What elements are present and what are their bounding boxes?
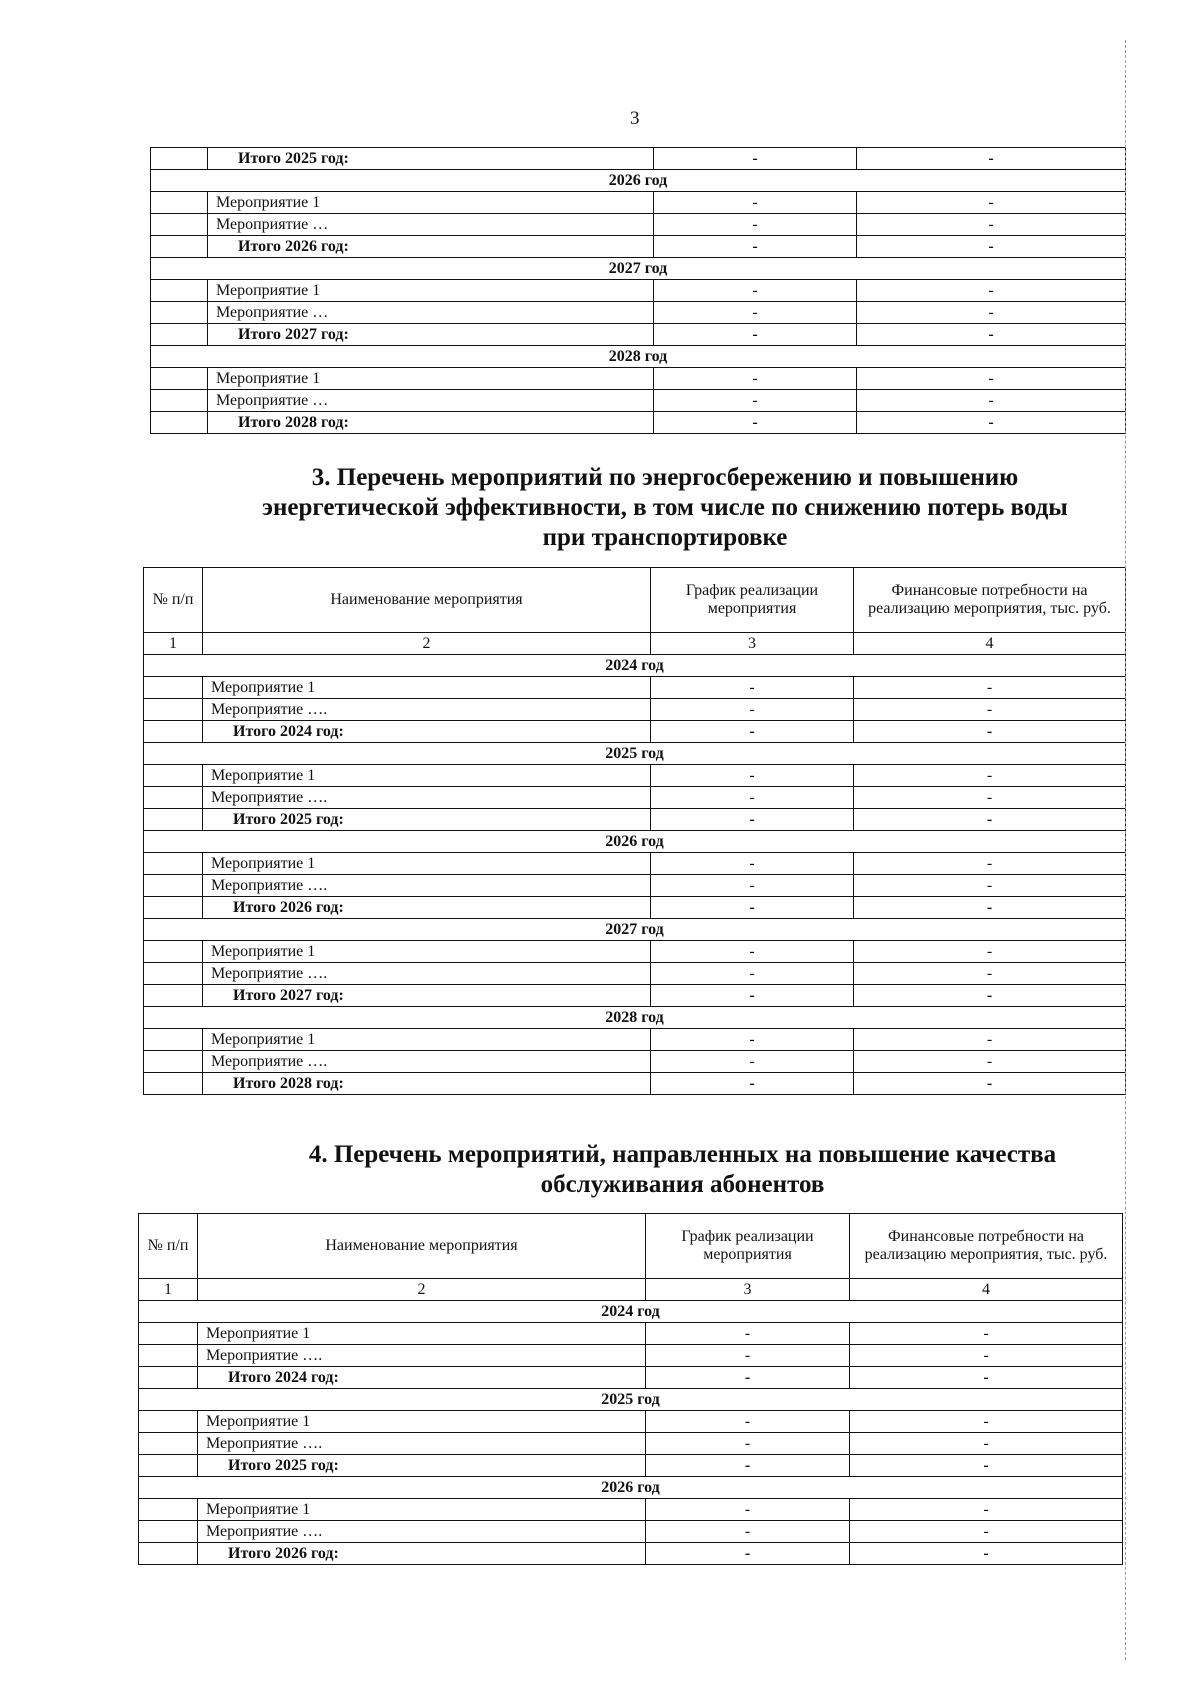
- activity-name: Мероприятие …: [208, 214, 654, 236]
- table-row: [151, 368, 1126, 390]
- finance-cell: -: [854, 677, 1126, 699]
- schedule-cell: -: [654, 214, 857, 236]
- table-row: [151, 280, 1126, 302]
- total-row: [139, 1455, 1123, 1477]
- total-row: [144, 809, 1126, 831]
- page-number: 3: [630, 108, 640, 129]
- activity-name: Итого 2025 год:: [198, 1455, 646, 1477]
- table-row: [139, 1411, 1123, 1433]
- col-header-finance: Финансовые потребности на реализацию мероприятия, тыс. руб.: [850, 1214, 1123, 1279]
- finance-cell: -: [857, 390, 1126, 412]
- finance-cell: -: [854, 765, 1126, 787]
- schedule-cell: -: [651, 985, 854, 1007]
- activity-name: Мероприятие 1: [198, 1499, 646, 1521]
- num-cell: [151, 236, 208, 258]
- num-cell: [139, 1521, 198, 1543]
- schedule-cell: -: [651, 787, 854, 809]
- year-row: [151, 346, 1126, 368]
- year-label: 2027 год: [151, 258, 1126, 280]
- num-cell: [151, 280, 208, 302]
- finance-cell: -: [857, 368, 1126, 390]
- activity-name: Итого 2024 год:: [198, 1367, 646, 1389]
- year-row: [144, 655, 1126, 677]
- activity-name: Мероприятие ….: [198, 1433, 646, 1455]
- total-row: [151, 412, 1126, 434]
- total-row: [144, 721, 1126, 743]
- finance-cell: -: [850, 1499, 1123, 1521]
- schedule-cell: -: [654, 280, 857, 302]
- num-cell: [151, 148, 208, 170]
- total-row: [144, 1073, 1126, 1095]
- finance-cell: -: [850, 1521, 1123, 1543]
- schedule-cell: -: [651, 897, 854, 919]
- schedule-cell: -: [654, 412, 857, 434]
- table-continuation: [150, 147, 1126, 434]
- total-row: [151, 324, 1126, 346]
- year-row: [144, 919, 1126, 941]
- activity-name: Мероприятие ….: [198, 1521, 646, 1543]
- finance-cell: -: [850, 1455, 1123, 1477]
- activity-name: Мероприятие 1: [198, 1411, 646, 1433]
- finance-cell: -: [854, 721, 1126, 743]
- num-cell: [139, 1433, 198, 1455]
- activity-name: Мероприятие 1: [198, 1323, 646, 1345]
- finance-cell: -: [854, 897, 1126, 919]
- schedule-cell: -: [651, 875, 854, 897]
- year-row: [144, 831, 1126, 853]
- finance-cell: -: [857, 280, 1126, 302]
- finance-cell: -: [857, 412, 1126, 434]
- activity-name: Мероприятие …: [208, 390, 654, 412]
- table-header-row: [144, 568, 1126, 633]
- table-row: [144, 699, 1126, 721]
- column-number-row: 1 2 3 4: [144, 633, 1126, 655]
- num-cell: [139, 1323, 198, 1345]
- num-cell: [144, 1073, 203, 1095]
- total-row: [151, 236, 1126, 258]
- col-header-schedule: График реализации мероприятия: [646, 1214, 850, 1279]
- num-cell: [139, 1411, 198, 1433]
- activity-name: Итого 2028 год:: [203, 1073, 651, 1095]
- activity-name: Мероприятие ….: [203, 963, 651, 985]
- table-row: [144, 963, 1126, 985]
- activity-name: Итого 2026 год:: [203, 897, 651, 919]
- activity-name: Мероприятие …: [208, 302, 654, 324]
- table-row: [144, 765, 1126, 787]
- num-cell: [144, 1029, 203, 1051]
- year-row: [151, 170, 1126, 192]
- activity-name: Мероприятие 1: [203, 853, 651, 875]
- finance-cell: -: [854, 787, 1126, 809]
- year-label: 2024 год: [144, 655, 1126, 677]
- finance-cell: -: [854, 853, 1126, 875]
- total-row: [139, 1543, 1123, 1565]
- schedule-cell: -: [651, 853, 854, 875]
- schedule-cell: -: [646, 1345, 850, 1367]
- table-row: [151, 390, 1126, 412]
- col-header-finance: Финансовые потребности на реализацию мероприятия, тыс. руб.: [854, 568, 1126, 633]
- year-row: [139, 1301, 1123, 1323]
- schedule-cell: -: [651, 1051, 854, 1073]
- finance-cell: -: [857, 302, 1126, 324]
- activity-name: Мероприятие 1: [208, 280, 654, 302]
- total-row: [144, 897, 1126, 919]
- num-cell: [139, 1499, 198, 1521]
- year-row: [139, 1389, 1123, 1411]
- activity-name: Мероприятие ….: [203, 787, 651, 809]
- year-row: [139, 1477, 1123, 1499]
- schedule-cell: -: [654, 236, 857, 258]
- num-cell: [144, 875, 203, 897]
- table-row: [144, 677, 1126, 699]
- year-label: 2025 год: [144, 743, 1126, 765]
- num-cell: [139, 1367, 198, 1389]
- schedule-cell: -: [654, 302, 857, 324]
- schedule-cell: -: [651, 941, 854, 963]
- finance-cell: -: [850, 1323, 1123, 1345]
- num-cell: [144, 941, 203, 963]
- finance-cell: -: [854, 809, 1126, 831]
- finance-cell: -: [850, 1345, 1123, 1367]
- num-cell: [139, 1543, 198, 1565]
- num-cell: [144, 765, 203, 787]
- schedule-cell: -: [651, 1073, 854, 1095]
- table-header-row: [139, 1214, 1123, 1279]
- finance-cell: -: [854, 1051, 1126, 1073]
- activity-name: Мероприятие 1: [203, 765, 651, 787]
- num-cell: [144, 853, 203, 875]
- schedule-cell: -: [646, 1411, 850, 1433]
- col-header-name: Наименование мероприятия: [198, 1214, 646, 1279]
- total-row: [139, 1367, 1123, 1389]
- activity-name: Мероприятие ….: [203, 1051, 651, 1073]
- finance-cell: -: [850, 1433, 1123, 1455]
- finance-cell: -: [850, 1367, 1123, 1389]
- finance-cell: -: [857, 148, 1126, 170]
- year-label: 2026 год: [151, 170, 1126, 192]
- year-label: 2025 год: [139, 1389, 1123, 1411]
- schedule-cell: -: [651, 677, 854, 699]
- activity-name: Мероприятие ….: [203, 875, 651, 897]
- activity-name: Мероприятие 1: [208, 368, 654, 390]
- schedule-cell: -: [651, 699, 854, 721]
- col-header-num: № п/п: [139, 1214, 198, 1279]
- num-cell: [151, 302, 208, 324]
- schedule-cell: -: [654, 390, 857, 412]
- year-row: [144, 743, 1126, 765]
- schedule-cell: -: [646, 1499, 850, 1521]
- column-number-row: 1 2 3 4: [139, 1279, 1123, 1301]
- num-cell: [144, 721, 203, 743]
- section-4-table: [138, 1213, 1123, 1565]
- finance-cell: -: [857, 192, 1126, 214]
- num-cell: [151, 192, 208, 214]
- table-row: [151, 192, 1126, 214]
- schedule-cell: -: [646, 1455, 850, 1477]
- num-cell: [144, 1051, 203, 1073]
- num-cell: [151, 390, 208, 412]
- num-cell: [144, 897, 203, 919]
- num-cell: [144, 677, 203, 699]
- num-cell: [144, 985, 203, 1007]
- col-header-schedule: График реализации мероприятия: [651, 568, 854, 633]
- finance-cell: -: [854, 941, 1126, 963]
- activity-name: Итого 2026 год:: [198, 1543, 646, 1565]
- finance-cell: -: [854, 1029, 1126, 1051]
- activity-name: Итого 2025 год:: [208, 148, 654, 170]
- schedule-cell: -: [654, 148, 857, 170]
- table-row: [144, 853, 1126, 875]
- table-row: [139, 1323, 1123, 1345]
- num-cell: [151, 368, 208, 390]
- section-4-heading: 4. Перечень мероприятий, направленных на повышение качества обслуживания абонентов: [308, 1141, 1057, 1198]
- activity-name: Мероприятие 1: [203, 677, 651, 699]
- activity-name: Итого 2024 год:: [203, 721, 651, 743]
- table-row: [139, 1345, 1123, 1367]
- num-cell: [139, 1345, 198, 1367]
- schedule-cell: -: [646, 1433, 850, 1455]
- finance-cell: -: [854, 1073, 1126, 1095]
- table-row: [151, 302, 1126, 324]
- finance-cell: -: [854, 875, 1126, 897]
- schedule-cell: -: [651, 721, 854, 743]
- finance-cell: -: [850, 1411, 1123, 1433]
- year-label: 2026 год: [144, 831, 1126, 853]
- total-row: [151, 148, 1126, 170]
- table-row: [144, 1051, 1126, 1073]
- num-cell: [144, 699, 203, 721]
- table-row: [144, 941, 1126, 963]
- num-cell: [144, 963, 203, 985]
- table-row: [144, 875, 1126, 897]
- finance-cell: -: [854, 699, 1126, 721]
- finance-cell: -: [857, 214, 1126, 236]
- schedule-cell: -: [646, 1543, 850, 1565]
- num-cell: [151, 324, 208, 346]
- year-label: 2024 год: [139, 1301, 1123, 1323]
- schedule-cell: -: [654, 368, 857, 390]
- year-label: 2026 год: [139, 1477, 1123, 1499]
- activity-name: Итого 2027 год:: [208, 324, 654, 346]
- table-row: [139, 1499, 1123, 1521]
- year-row: [151, 258, 1126, 280]
- schedule-cell: -: [651, 765, 854, 787]
- total-row: [144, 985, 1126, 1007]
- num-cell: [151, 214, 208, 236]
- col-header-num: № п/п: [144, 568, 203, 633]
- col-header-name: Наименование мероприятия: [203, 568, 651, 633]
- activity-name: Итого 2027 год:: [203, 985, 651, 1007]
- year-label: 2028 год: [151, 346, 1126, 368]
- activity-name: Итого 2028 год:: [208, 412, 654, 434]
- table-row: [139, 1521, 1123, 1543]
- num-cell: [151, 412, 208, 434]
- section-3-table: [143, 567, 1126, 1095]
- finance-cell: -: [854, 963, 1126, 985]
- schedule-cell: -: [651, 963, 854, 985]
- activity-name: Мероприятие 1: [203, 941, 651, 963]
- num-cell: [144, 809, 203, 831]
- finance-cell: -: [854, 985, 1126, 1007]
- num-cell: [139, 1455, 198, 1477]
- activity-name: Мероприятие 1: [208, 192, 654, 214]
- section-3-heading: 3. Перечень мероприятий по энергосбережению и повышению энергетической эффективности, в том числе по снижению потерь воды при транспортировке: [262, 464, 1068, 551]
- schedule-cell: -: [646, 1367, 850, 1389]
- scan-edge: [1125, 40, 1126, 1660]
- activity-name: Мероприятие ….: [203, 699, 651, 721]
- activity-name: Мероприятие ….: [198, 1345, 646, 1367]
- schedule-cell: -: [654, 192, 857, 214]
- table-row: [151, 214, 1126, 236]
- table-row: [144, 1029, 1126, 1051]
- activity-name: Мероприятие 1: [203, 1029, 651, 1051]
- finance-cell: -: [850, 1543, 1123, 1565]
- schedule-cell: -: [646, 1521, 850, 1543]
- table-row: [144, 787, 1126, 809]
- year-label: 2028 год: [144, 1007, 1126, 1029]
- schedule-cell: -: [646, 1323, 850, 1345]
- activity-name: Итого 2025 год:: [203, 809, 651, 831]
- finance-cell: -: [857, 324, 1126, 346]
- finance-cell: -: [857, 236, 1126, 258]
- schedule-cell: -: [654, 324, 857, 346]
- year-row: [144, 1007, 1126, 1029]
- schedule-cell: -: [651, 1029, 854, 1051]
- table-row: [139, 1433, 1123, 1455]
- activity-name: Итого 2026 год:: [208, 236, 654, 258]
- num-cell: [144, 787, 203, 809]
- year-label: 2027 год: [144, 919, 1126, 941]
- schedule-cell: -: [651, 809, 854, 831]
